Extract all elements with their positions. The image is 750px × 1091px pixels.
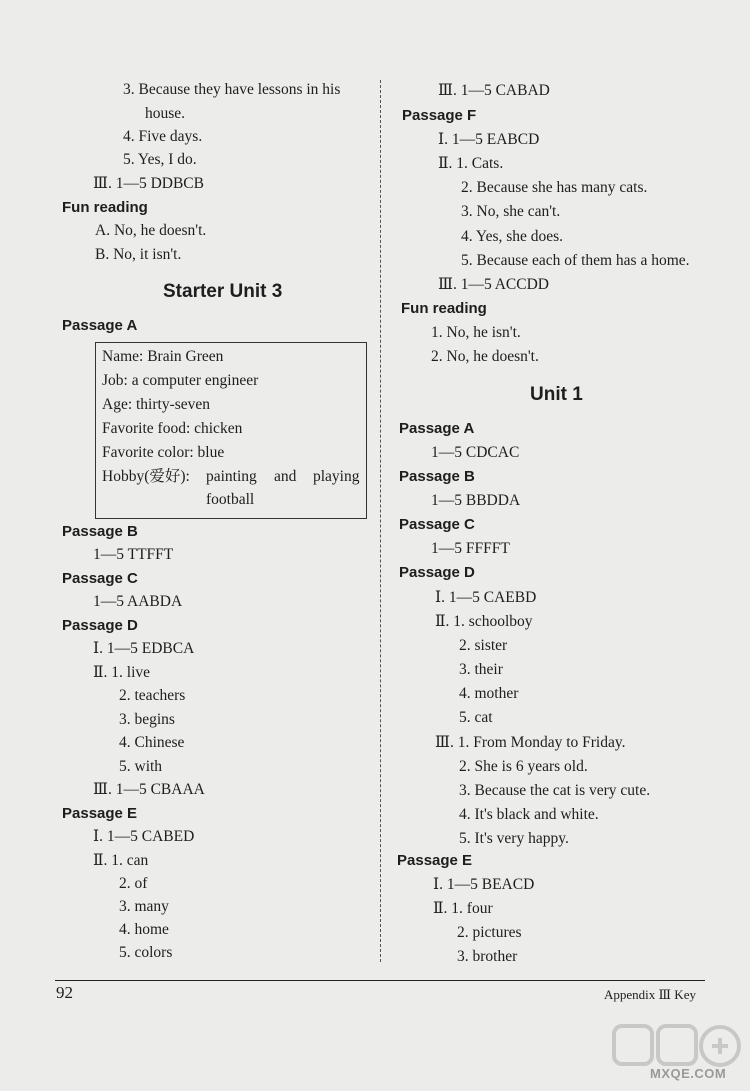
answer-line: 3. many xyxy=(119,898,169,915)
answer-line: Ⅰ. 1—5 EDBCA xyxy=(93,640,195,657)
answer-line: 4. Yes, she does. xyxy=(461,228,564,245)
section-heading: Passage E xyxy=(62,805,138,822)
answer-line: 1—5 TTFFT xyxy=(93,546,174,563)
answer-line: 3. begins xyxy=(119,711,175,728)
answer-line: 2. Because she has many cats. xyxy=(461,179,648,196)
answer-line: 4. It's black and white. xyxy=(459,806,599,823)
answer-line: 3. their xyxy=(459,661,503,678)
answer-line: 3. Because they have lessons in his xyxy=(123,81,341,98)
answer-line: Ⅲ. 1—5 CABAD xyxy=(438,82,550,99)
answer-line: Ⅰ. 1—5 BEACD xyxy=(433,876,535,893)
answer-line: Ⅱ. 1. four xyxy=(433,900,493,917)
answer-line: 1—5 BBDDA xyxy=(431,492,521,509)
unit-title: Starter Unit 3 xyxy=(163,281,283,302)
answer-line: Ⅲ. 1—5 ACCDD xyxy=(438,276,549,293)
answer-line: 4. Five days. xyxy=(123,128,203,145)
page-number: 92 xyxy=(56,983,73,1002)
answer-line: house. xyxy=(145,105,186,122)
section-heading: Passage E xyxy=(397,852,473,869)
answer-line: Ⅱ. 1. Cats. xyxy=(438,155,504,172)
answer-line: A. No, he doesn't. xyxy=(95,222,207,239)
answer-line: 4. home xyxy=(119,921,169,938)
unit-title: Unit 1 xyxy=(530,384,583,405)
profile-hobby-word: and xyxy=(274,468,297,485)
profile-hobby-label: Hobby(爱好): xyxy=(102,468,190,485)
section-heading: Passage A xyxy=(62,317,138,334)
section-heading: Passage C xyxy=(62,570,138,587)
answer-line: 3. Because the cat is very cute. xyxy=(459,782,651,799)
answer-line: 1. No, he isn't. xyxy=(431,324,521,341)
profile-food: Favorite food: chicken xyxy=(102,420,243,437)
section-heading: Passage C xyxy=(399,516,475,533)
footer-rule xyxy=(55,980,705,981)
profile-hobby-word: football xyxy=(206,491,255,508)
section-heading: Passage B xyxy=(62,523,138,540)
profile-job: Job: a computer engineer xyxy=(102,372,259,389)
section-heading: Passage B xyxy=(399,468,475,485)
answer-line: 5. Because each of them has a home. xyxy=(461,252,690,269)
answer-line: 5. cat xyxy=(459,709,493,726)
answer-line: 5. colors xyxy=(119,944,173,961)
section-heading: Passage D xyxy=(399,564,475,581)
profile-name: Name: Brain Green xyxy=(102,348,224,365)
answer-line: Ⅱ. 1. can xyxy=(93,852,149,869)
answer-line: Ⅲ. 1—5 CBAAA xyxy=(93,781,205,798)
footer-label: Appendix Ⅲ Key xyxy=(604,987,696,1002)
answer-line: 5. It's very happy. xyxy=(459,830,569,847)
profile-color: Favorite color: blue xyxy=(102,444,225,461)
answer-line: 1—5 CDCAC xyxy=(431,444,520,461)
answer-line: 4. Chinese xyxy=(119,734,185,751)
answer-line: Ⅲ. 1—5 DDBCB xyxy=(93,175,204,192)
answer-line: 2. pictures xyxy=(457,924,522,941)
answer-line: Ⅰ. 1—5 CABED xyxy=(93,828,195,845)
section-heading: Fun reading xyxy=(401,300,487,317)
answer-line: Ⅰ. 1—5 CAEBD xyxy=(435,589,537,606)
answer-line: Ⅱ. 1. schoolboy xyxy=(435,613,533,630)
answer-line: Ⅰ. 1—5 EABCD xyxy=(438,131,540,148)
answer-line: 5. with xyxy=(119,758,163,775)
section-heading: Fun reading xyxy=(62,199,148,216)
answer-line: 1—5 AABDA xyxy=(93,593,183,610)
profile-hobby-word: painting xyxy=(206,468,257,485)
answer-line: B. No, it isn't. xyxy=(95,246,182,263)
answer-line: 2. sister xyxy=(459,637,508,654)
answer-line: 4. mother xyxy=(459,685,519,702)
answer-line: 2. She is 6 years old. xyxy=(459,758,588,775)
answer-line: 1—5 FFFFT xyxy=(431,540,510,557)
answer-line: 3. brother xyxy=(457,948,518,965)
section-heading: Passage A xyxy=(399,420,475,437)
section-heading: Passage F xyxy=(402,107,477,124)
column-divider xyxy=(380,80,381,962)
profile-hobby-word: playing xyxy=(313,468,360,485)
answer-line: 3. No, she can't. xyxy=(461,203,561,220)
watermark-text: MXQE.COM xyxy=(650,1066,727,1081)
answer-line: 2. of xyxy=(119,875,148,892)
answer-line: Ⅲ. 1. From Monday to Friday. xyxy=(435,734,626,751)
section-heading: Passage D xyxy=(62,617,138,634)
answer-line: 2. No, he doesn't. xyxy=(431,348,539,365)
answer-line: 2. teachers xyxy=(119,687,186,704)
answer-line: Ⅱ. 1. live xyxy=(93,664,151,681)
answer-line: 5. Yes, I do. xyxy=(123,151,197,168)
profile-age: Age: thirty-seven xyxy=(102,396,211,413)
